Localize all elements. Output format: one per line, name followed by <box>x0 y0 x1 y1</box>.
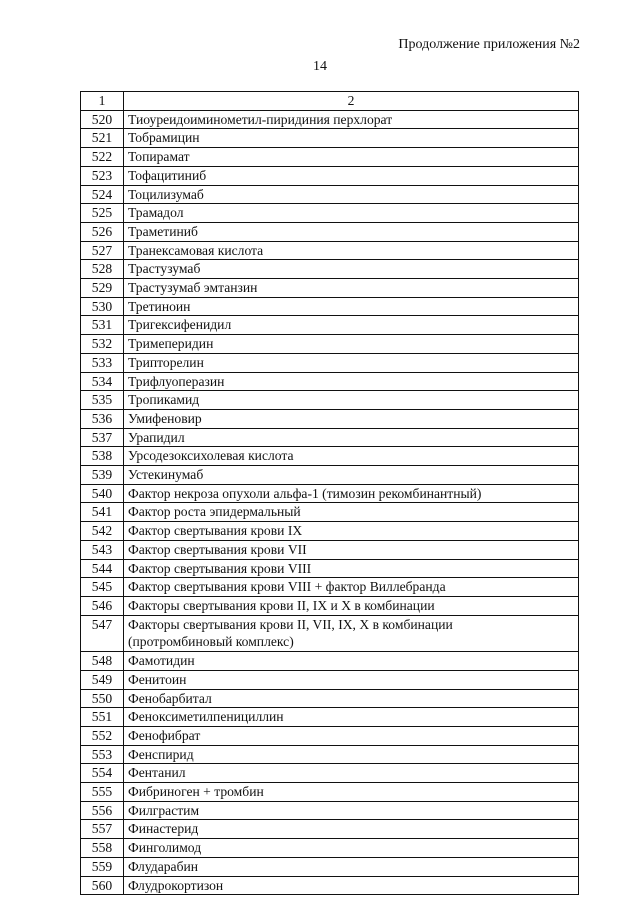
row-number: 539 <box>81 466 124 485</box>
drug-name: Тофацитиниб <box>124 166 579 185</box>
row-number: 550 <box>81 689 124 708</box>
table-row <box>81 839 579 858</box>
row-number: 546 <box>81 596 124 615</box>
row-number: 551 <box>81 708 124 727</box>
drug-name: Флударабин <box>124 857 579 876</box>
row-number: 538 <box>81 447 124 466</box>
row-number: 528 <box>81 260 124 279</box>
drug-name: Трастузумаб <box>124 260 579 279</box>
row-number: 522 <box>81 148 124 167</box>
row-number: 529 <box>81 279 124 298</box>
drug-name: Фибриноген + тромбин <box>124 783 579 802</box>
row-number: 542 <box>81 522 124 541</box>
table-row <box>81 503 579 522</box>
row-number: 534 <box>81 372 124 391</box>
row-number: 556 <box>81 801 124 820</box>
table-row <box>81 466 579 485</box>
table-row <box>81 857 579 876</box>
drug-name: Урапидил <box>124 428 579 447</box>
row-number: 559 <box>81 857 124 876</box>
drug-name: Феноксиметилпенициллин <box>124 708 579 727</box>
drug-name: Фенофибрат <box>124 726 579 745</box>
row-number: 535 <box>81 391 124 410</box>
drug-name: Трифлуоперазин <box>124 372 579 391</box>
table-row <box>81 726 579 745</box>
row-number: 533 <box>81 353 124 372</box>
drug-name: Фактор свертывания крови VIII <box>124 559 579 578</box>
drug-name: Фактор некроза опухоли альфа-1 (тимозин рекомбинантный) <box>124 484 579 503</box>
table-row <box>81 820 579 839</box>
row-number: 541 <box>81 503 124 522</box>
table-row <box>81 222 579 241</box>
medications-table <box>80 91 579 895</box>
row-number: 552 <box>81 726 124 745</box>
page-number: 14 <box>313 59 327 74</box>
row-number: 553 <box>81 745 124 764</box>
table-row <box>81 540 579 559</box>
table-row <box>81 484 579 503</box>
drug-name: Флудрокортизон <box>124 876 579 895</box>
table-row <box>81 428 579 447</box>
drug-name: Факторы свертывания крови II, IX и X в комбинации <box>124 596 579 615</box>
table-row <box>81 260 579 279</box>
table-row <box>81 353 579 372</box>
drug-name: Фенспирид <box>124 745 579 764</box>
table-row <box>81 615 579 651</box>
row-number: 525 <box>81 204 124 223</box>
table-row <box>81 297 579 316</box>
table-row <box>81 129 579 148</box>
drug-name: Устекинумаб <box>124 466 579 485</box>
row-number: 554 <box>81 764 124 783</box>
drug-name: Фенобарбитал <box>124 689 579 708</box>
row-number: 548 <box>81 652 124 671</box>
drug-name: Тропикамид <box>124 391 579 410</box>
row-number: 560 <box>81 876 124 895</box>
table-row <box>81 185 579 204</box>
table-row <box>81 652 579 671</box>
table-row <box>81 241 579 260</box>
table-row <box>81 801 579 820</box>
row-number: 555 <box>81 783 124 802</box>
drug-name: Фенитоин <box>124 670 579 689</box>
drug-name: Фактор свертывания крови VII <box>124 540 579 559</box>
drug-name: Умифеновир <box>124 409 579 428</box>
row-number: 521 <box>81 129 124 148</box>
table-row <box>81 689 579 708</box>
table-row <box>81 447 579 466</box>
table-row <box>81 522 579 541</box>
row-number: 523 <box>81 166 124 185</box>
drug-name: Трастузумаб эмтанзин <box>124 279 579 298</box>
row-number: 549 <box>81 670 124 689</box>
table-row <box>81 110 579 129</box>
row-number: 524 <box>81 185 124 204</box>
table-row <box>81 596 579 615</box>
column-header-number: 1 <box>81 92 124 111</box>
drug-name: Фактор свертывания крови VIII + фактор Виллебранда <box>124 578 579 597</box>
drug-name: Финголимод <box>124 839 579 858</box>
table-row <box>81 578 579 597</box>
row-number: 526 <box>81 222 124 241</box>
row-number: 531 <box>81 316 124 335</box>
table-row <box>81 783 579 802</box>
table-row <box>81 745 579 764</box>
drug-name: Фактор свертывания крови IX <box>124 522 579 541</box>
table-row <box>81 148 579 167</box>
drug-name: Факторы свертывания крови II, VII, IX, X в комбинации (протромбиновый комплекс) <box>124 615 579 651</box>
table-row <box>81 391 579 410</box>
drug-name: Тоцилизумаб <box>124 185 579 204</box>
table-row <box>81 335 579 354</box>
column-header-name: 2 <box>124 92 579 111</box>
drug-name: Урсодезоксихолевая кислота <box>124 447 579 466</box>
drug-name: Трипторелин <box>124 353 579 372</box>
drug-name: Фентанил <box>124 764 579 783</box>
drug-name: Траметиниб <box>124 222 579 241</box>
drug-name: Финастерид <box>124 820 579 839</box>
drug-name: Фамотидин <box>124 652 579 671</box>
row-number: 543 <box>81 540 124 559</box>
table-row <box>81 204 579 223</box>
drug-name: Трамадол <box>124 204 579 223</box>
row-number: 557 <box>81 820 124 839</box>
drug-name: Транексамовая кислота <box>124 241 579 260</box>
drug-name: Третиноин <box>124 297 579 316</box>
row-number: 547 <box>81 615 124 651</box>
row-number: 537 <box>81 428 124 447</box>
table-row <box>81 559 579 578</box>
table-row <box>81 708 579 727</box>
row-number: 558 <box>81 839 124 858</box>
table-row <box>81 670 579 689</box>
table-row <box>81 279 579 298</box>
drug-name: Фактор роста эпидермальный <box>124 503 579 522</box>
table-body <box>81 110 579 895</box>
drug-name: Тобрамицин <box>124 129 579 148</box>
row-number: 530 <box>81 297 124 316</box>
table-header-row <box>81 92 579 111</box>
table-row <box>81 876 579 895</box>
drug-name: Тримеперидин <box>124 335 579 354</box>
table-row <box>81 316 579 335</box>
drug-name: Топирамат <box>124 148 579 167</box>
table-row <box>81 166 579 185</box>
drug-name: Тиоуреидоиминометил-пиридиния перхлорат <box>124 110 579 129</box>
row-number: 540 <box>81 484 124 503</box>
table-row <box>81 372 579 391</box>
table-row <box>81 764 579 783</box>
table-row <box>81 409 579 428</box>
drug-name: Тригексифенидил <box>124 316 579 335</box>
row-number: 527 <box>81 241 124 260</box>
row-number: 544 <box>81 559 124 578</box>
continuation-note: Продолжение приложения №2 <box>398 37 580 52</box>
row-number: 545 <box>81 578 124 597</box>
row-number: 532 <box>81 335 124 354</box>
row-number: 536 <box>81 409 124 428</box>
drug-name: Филграстим <box>124 801 579 820</box>
row-number: 520 <box>81 110 124 129</box>
